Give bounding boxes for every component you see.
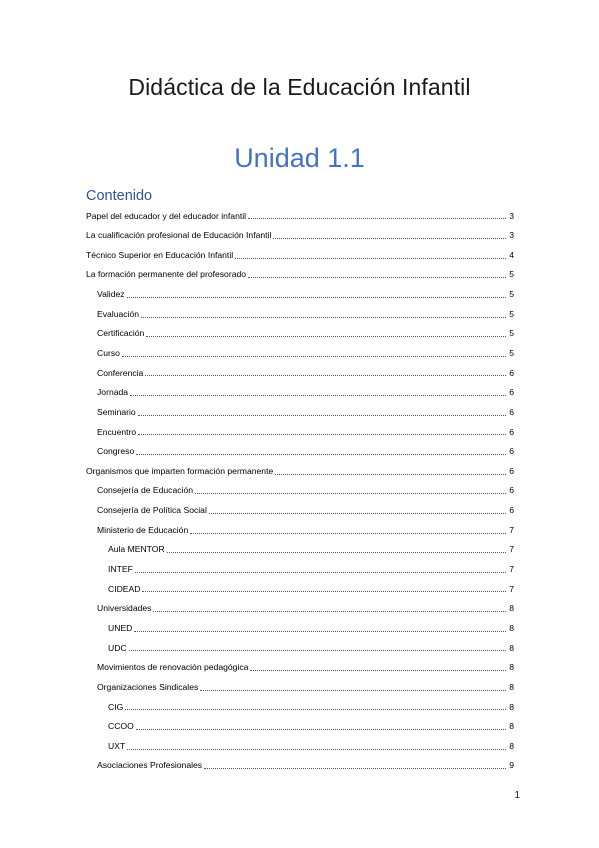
toc-entry-page[interactable]: 8 (509, 662, 514, 673)
toc-dot-leader (138, 414, 506, 416)
toc-entry-page[interactable]: 6 (509, 426, 514, 437)
toc-entry[interactable] (86, 658, 514, 678)
toc-entry-page[interactable]: 9 (509, 760, 514, 771)
toc-entry-page[interactable]: 5 (509, 328, 514, 339)
toc-entry[interactable] (86, 245, 514, 265)
toc-entry-label[interactable]: Aula MENTOR (108, 544, 165, 555)
toc-dot-leader (134, 630, 506, 632)
toc-entry[interactable] (86, 579, 514, 599)
toc-dot-leader (248, 276, 506, 278)
table-of-contents (86, 206, 514, 776)
toc-dot-leader (138, 433, 506, 435)
toc-entry[interactable] (86, 540, 514, 560)
toc-dot-leader (125, 708, 506, 710)
toc-entry-page[interactable]: 6 (509, 465, 514, 476)
toc-dot-leader (250, 669, 506, 671)
toc-entry-page[interactable]: 6 (509, 367, 514, 378)
toc-entry[interactable] (86, 736, 514, 756)
toc-entry-page[interactable]: 5 (509, 308, 514, 319)
toc-dot-leader (136, 728, 506, 730)
toc-dot-leader (136, 453, 506, 455)
toc-entry[interactable] (86, 481, 514, 501)
toc-entry-page[interactable]: 5 (509, 269, 514, 280)
toc-dot-leader (135, 571, 506, 573)
toc-entry-label[interactable]: Congreso (97, 446, 135, 457)
toc-entry-page[interactable]: 7 (509, 564, 514, 575)
toc-entry-page[interactable]: 6 (509, 406, 514, 417)
toc-entry-label[interactable]: CIG (108, 701, 124, 712)
toc-entry-label[interactable]: Consejería de Educación (97, 485, 194, 496)
toc-entry-label[interactable]: CIDEAD (108, 583, 141, 594)
toc-entry-page[interactable]: 8 (509, 603, 514, 614)
toc-entry[interactable] (86, 402, 514, 422)
toc-entry-label[interactable]: UXT (108, 740, 126, 751)
toc-dot-leader (195, 492, 506, 494)
toc-dot-leader (127, 296, 506, 298)
toc-entry-label[interactable]: La cualificación profesional de Educación Infantil (86, 230, 272, 241)
toc-dot-leader (275, 473, 506, 475)
toc-entry-page[interactable]: 6 (509, 485, 514, 496)
toc-dot-leader (145, 374, 506, 376)
toc-entry-page[interactable]: 6 (509, 446, 514, 457)
document-subtitle: Unidad 1.1 (234, 143, 365, 173)
toc-entry[interactable] (86, 343, 514, 363)
toc-entry-page[interactable]: 8 (509, 701, 514, 712)
toc-dot-leader (167, 551, 506, 553)
toc-entry-label[interactable]: Técnico Superior en Educación Infantil (86, 249, 234, 260)
toc-entry-label[interactable]: Jornada (97, 387, 129, 398)
toc-heading: Contenido (86, 188, 153, 204)
toc-dot-leader (146, 335, 506, 337)
toc-entry-page[interactable]: 7 (509, 544, 514, 555)
toc-dot-leader (122, 355, 506, 357)
toc-entry-label[interactable]: Certificación (97, 328, 145, 339)
toc-entry[interactable] (86, 324, 514, 344)
toc-entry-label[interactable]: Asociaciones Profesionales (97, 760, 203, 771)
toc-dot-leader (248, 217, 506, 219)
toc-entry-page[interactable]: 5 (509, 348, 514, 358)
toc-dot-leader (204, 767, 506, 769)
toc-entry-label[interactable]: Papel del educador y del educador infantil (86, 210, 247, 221)
toc-entry-page[interactable]: 6 (509, 505, 514, 516)
toc-dot-leader (235, 257, 506, 259)
toc-entry[interactable] (86, 638, 514, 658)
toc-entry-label[interactable]: Validez (97, 289, 125, 300)
toc-entry[interactable] (86, 756, 514, 776)
toc-entry-page[interactable]: 8 (509, 642, 514, 653)
toc-dot-leader (130, 394, 506, 396)
toc-entry[interactable] (86, 442, 514, 462)
toc-entry[interactable] (86, 363, 514, 383)
toc-entry[interactable] (86, 520, 514, 540)
toc-entry-page[interactable]: 8 (509, 622, 514, 633)
toc-entry-page[interactable]: 7 (509, 583, 514, 594)
toc-entry-page[interactable]: 4 (509, 249, 514, 260)
toc-entry[interactable] (86, 422, 514, 442)
toc-entry-label[interactable]: Encuentro (97, 426, 137, 437)
toc-entry-label[interactable]: Evaluación (97, 308, 140, 319)
toc-entry[interactable] (86, 560, 514, 580)
toc-entry[interactable] (86, 677, 514, 697)
toc-entry-label[interactable]: Organizaciones Sindicales (97, 681, 199, 692)
toc-entry-page[interactable]: 8 (509, 721, 514, 732)
toc-entry[interactable] (86, 226, 514, 246)
toc-dot-leader (153, 610, 506, 612)
toc-entry[interactable] (86, 383, 514, 403)
toc-entry-page[interactable]: 5 (509, 289, 514, 300)
toc-dot-leader (129, 649, 506, 651)
page-number: 1 (514, 790, 520, 801)
toc-entry-label[interactable]: Curso (97, 348, 120, 358)
toc-entry-label[interactable]: Conferencia (97, 367, 144, 378)
toc-entry[interactable] (86, 501, 514, 521)
toc-dot-leader (127, 748, 506, 750)
toc-entry[interactable] (86, 618, 514, 638)
toc-entry-label[interactable]: Universidades (97, 603, 152, 614)
toc-entry-page[interactable]: 8 (509, 681, 514, 692)
toc-entry[interactable] (86, 206, 514, 226)
toc-entry-label[interactable]: Consejería de Política Social (97, 505, 207, 516)
toc-entry-label[interactable]: UNED (108, 622, 133, 633)
toc-entry[interactable] (86, 285, 514, 305)
toc-entry-page[interactable]: 6 (509, 387, 514, 398)
toc-entry-page[interactable]: 3 (509, 230, 514, 241)
toc-dot-leader (200, 689, 506, 691)
toc-entry[interactable] (86, 304, 514, 324)
toc-entry[interactable] (86, 599, 514, 619)
toc-entry-label[interactable]: Movimientos de renovación pedagógica (97, 662, 249, 673)
toc-dot-leader (273, 237, 506, 239)
toc-entry[interactable] (86, 717, 514, 737)
toc-dot-leader (142, 590, 506, 592)
document-title: Didáctica de la Educación Infantil (128, 74, 471, 100)
toc-entry-page[interactable]: 3 (509, 210, 514, 221)
toc-dot-leader (209, 512, 506, 514)
toc-entry-label[interactable]: La formación permanente del profesorado (86, 269, 247, 280)
toc-entry-page[interactable]: 8 (509, 740, 514, 751)
toc-entry[interactable] (86, 697, 514, 717)
toc-entry[interactable] (86, 265, 514, 285)
toc-dot-leader (141, 316, 506, 318)
toc-entry-label[interactable]: Ministerio de Educación (97, 524, 189, 535)
toc-entry-label[interactable]: CCOO (108, 721, 134, 732)
toc-entry[interactable] (86, 461, 514, 481)
toc-entry-label[interactable]: UDC (108, 642, 127, 653)
toc-entry-label[interactable]: Seminario (97, 406, 136, 417)
toc-entry-page[interactable]: 7 (509, 524, 514, 535)
toc-entry-label[interactable]: INTEF (108, 564, 133, 575)
toc-dot-leader (190, 532, 506, 534)
toc-entry-label[interactable]: Organismos que imparten formación permanente (86, 465, 274, 476)
